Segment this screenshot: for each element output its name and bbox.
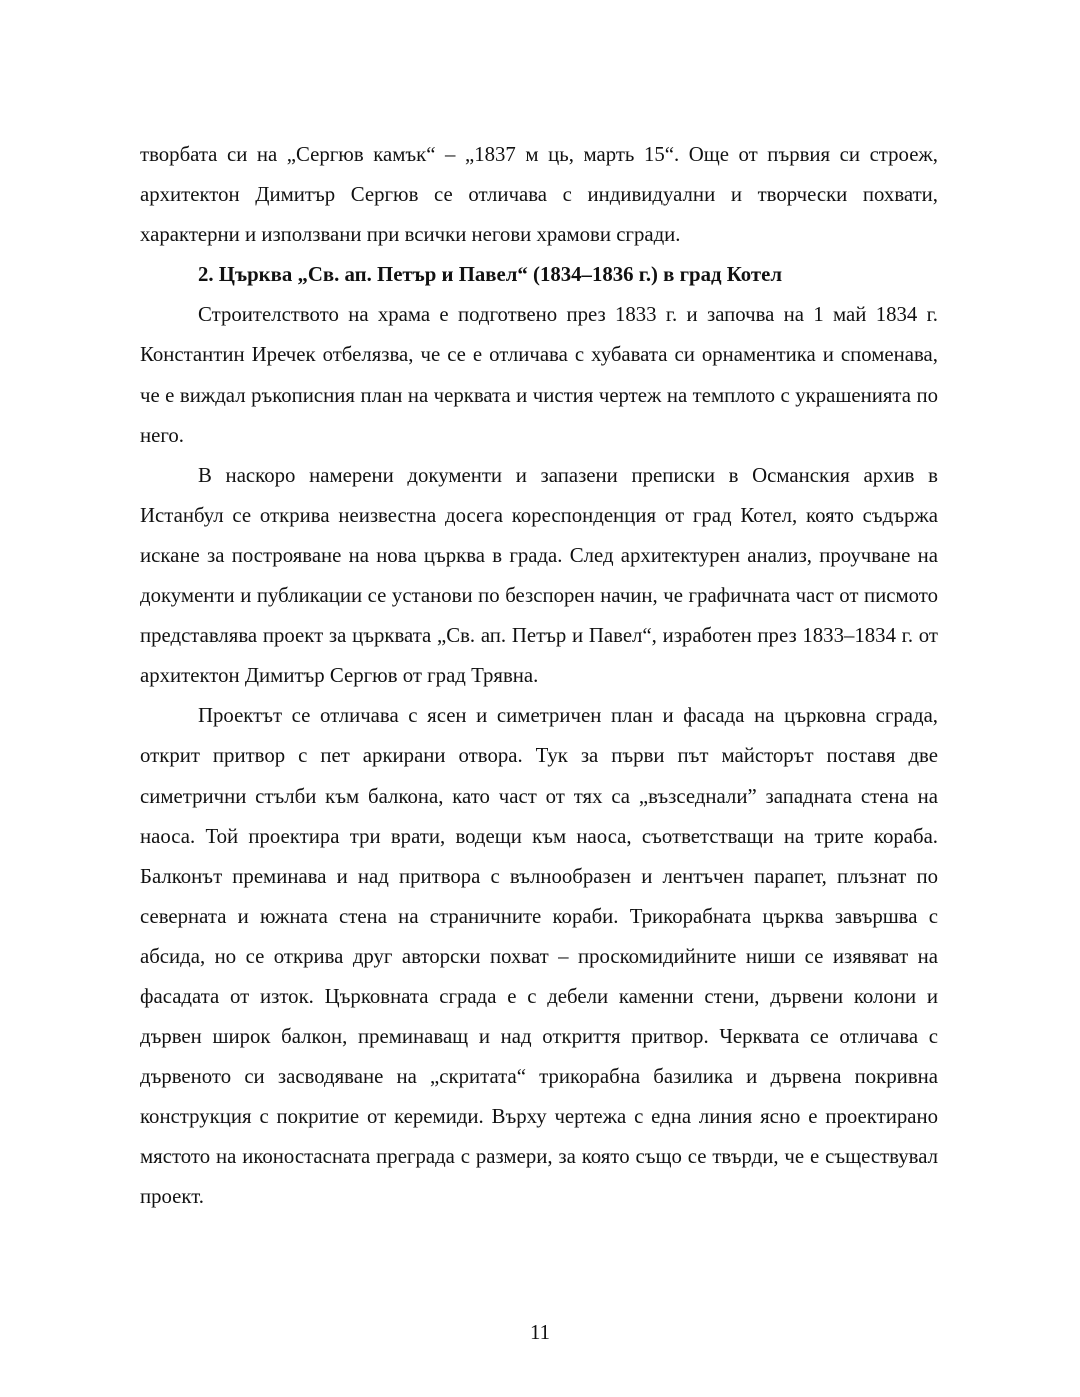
paragraph-continuation: творбата си на „Сергюв камък“ – „1837 м ць, марть 15“. Още от първия си строеж, архитектон Димитър Сергюв се отличава с индивидуални и творчески похвати, характерни и използвани при всички негови храмови сгради. bbox=[140, 143, 938, 247]
page-number: 11 bbox=[529, 1321, 551, 1344]
section-heading: 2. Църква „Св. ап. Петър и Павел“ (1834–1836 г.) в град Котел bbox=[198, 263, 782, 287]
paragraph-archive-documents: В наскоро намерени документи и запазени преписки в Османския архив в Истанбул се открива неизвестна досега кореспонденция от град Котел, която съдържа искане за построяване на нова църква в града. След архитектурен анализ, проучване на документи и публикации се установи по безспорен начин, че графичната част от писмото представлява проект за църквата „Св. ап. Петър и Павел“, изработен през 1833–1834 г. от архитектон Димитър Сергюв от град Трявна. bbox=[140, 463, 938, 688]
paragraph-project-description: Проектът се отличава с ясен и симетричен план и фасада на църковна сграда, открит притвор с пет аркирани отвора. Тук за първи път майсторът поставя две симетрични стълби към балкона, като част от тях са „възседнали” западната стена на наоса. Той проектира три врати, водещи към наоса, съответстващи на трите кораба. Балконът преминава и над притвора с вълнообразен и лентъчен парапет, плъзнат по северната и южната стена на страничните кораби. Трикорабната църква завършва с абсида, но се открива друг авторски похват – проскомидийните ниши се изявяват на фасадата от изток. Църковната сграда е с дебели каменни стени, дървени колони и дървен широк балкон, преминаващ и над откриття притвор. Черквата се отличава с дървеното си засводяване на „скритата“ трикорабна базилика и дървена покривна конструкция с покритие от керемиди. Върху чертежа с една линия ясно е проектирано мястото на иконостасната преграда с размери, за която също се твърди, че е съществувал проект. bbox=[140, 704, 938, 1209]
page-body bbox=[140, 135, 938, 1218]
paragraph-construction: Строителството на храма е подготвено през 1833 г. и започва на 1 май 1834 г. Константин Иречек отбелязва, че се е отличава с хубавата си орнаментика и споменава, че е виждал ръкописния план на черквата и чистия чертеж на темплото с украшенията по него. bbox=[140, 303, 938, 447]
